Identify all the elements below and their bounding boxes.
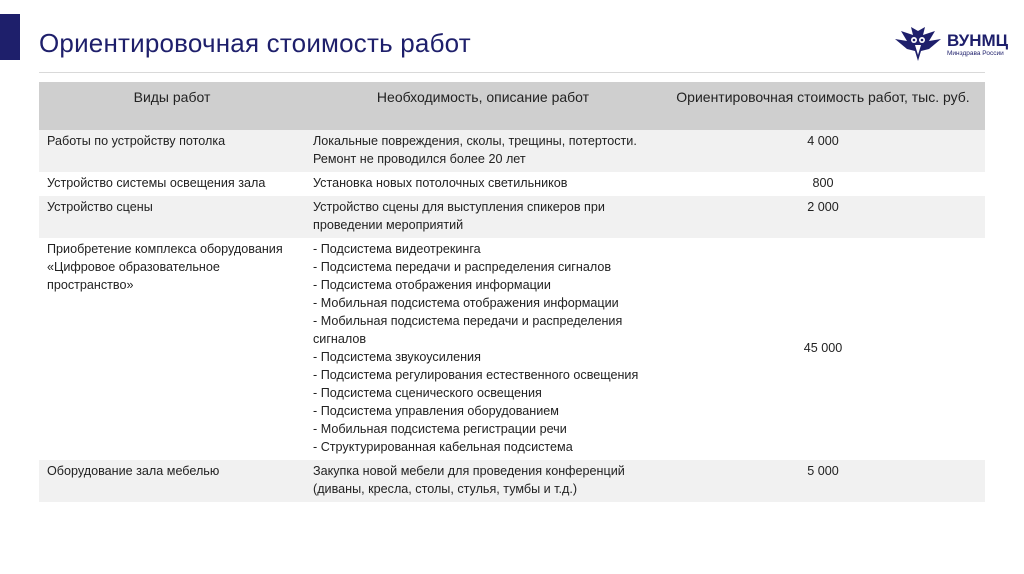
table-row [39, 238, 985, 460]
cell-cost: 4 000 [661, 130, 985, 172]
table-row [39, 196, 985, 238]
subsystem-item: - Подсистема звукоусиления [313, 350, 481, 364]
cell-work: Устройство сцены [39, 196, 305, 238]
accent-bar [0, 14, 20, 60]
cell-description: Устройство сцены для выступления спикеров при проведении мероприятий [305, 196, 661, 238]
title-divider [39, 72, 985, 73]
cell-work: Устройство системы освещения зала [39, 172, 305, 196]
subsystem-item: - Подсистема видеотрекинга [313, 242, 481, 256]
table-row [39, 172, 985, 196]
owl-emblem-icon [893, 25, 943, 65]
subsystem-item: - Мобильная подсистема передачи и распределения сигналов [313, 314, 623, 346]
cell-work: Приобретение комплекса оборудования «Цифровое образовательное пространство» [39, 238, 305, 460]
cell-cost: 2 000 [661, 196, 985, 238]
cell-work: Работы по устройству потолка [39, 130, 305, 172]
cost-table [39, 82, 985, 502]
cell-cost: 800 [661, 172, 985, 196]
header-work-type: Виды работ [39, 82, 305, 130]
subsystem-item: - Мобильная подсистема регистрации речи [313, 422, 567, 436]
subsystem-item: - Подсистема передачи и распределения сигналов [313, 260, 612, 274]
logo-wordmark: ВУНМЦ [947, 31, 1009, 51]
cell-description-list [305, 238, 661, 460]
cell-description: Установка новых потолочных светильников [305, 172, 661, 196]
table-row [39, 460, 985, 502]
logo [893, 24, 1013, 66]
header-description: Необходимость, описание работ [305, 82, 661, 130]
subsystem-item: - Подсистема управления оборудованием [313, 404, 559, 418]
slide-title: Ориентировочная стоимость работ [39, 28, 471, 58]
subsystem-item: - Подсистема отображения информации [313, 278, 551, 292]
logo-subtitle: Минздрава России [947, 50, 1004, 58]
cell-cost: 45 000 [661, 238, 985, 460]
cell-work: Оборудование зала мебелью [39, 460, 305, 502]
subsystem-item: - Подсистема сценического освещения [313, 386, 542, 400]
table-header-row [39, 82, 985, 130]
subsystem-item: - Мобильная подсистема отображения информации [313, 296, 619, 310]
subsystem-item: - Структурированная кабельная подсистема [313, 440, 573, 454]
table-row [39, 130, 985, 172]
header-cost: Ориентировочная стоимость работ, тыс. руб. [661, 82, 985, 130]
cell-cost: 5 000 [661, 460, 985, 502]
cell-description: Закупка новой мебели для проведения конференций (диваны, кресла, столы, стулья, тумбы и т.д.) [305, 460, 661, 502]
subsystem-item: - Подсистема регулирования естественного освещения [313, 368, 639, 382]
cell-description: Локальные повреждения, сколы, трещины, потертости. Ремонт не проводился более 20 лет [305, 130, 661, 172]
